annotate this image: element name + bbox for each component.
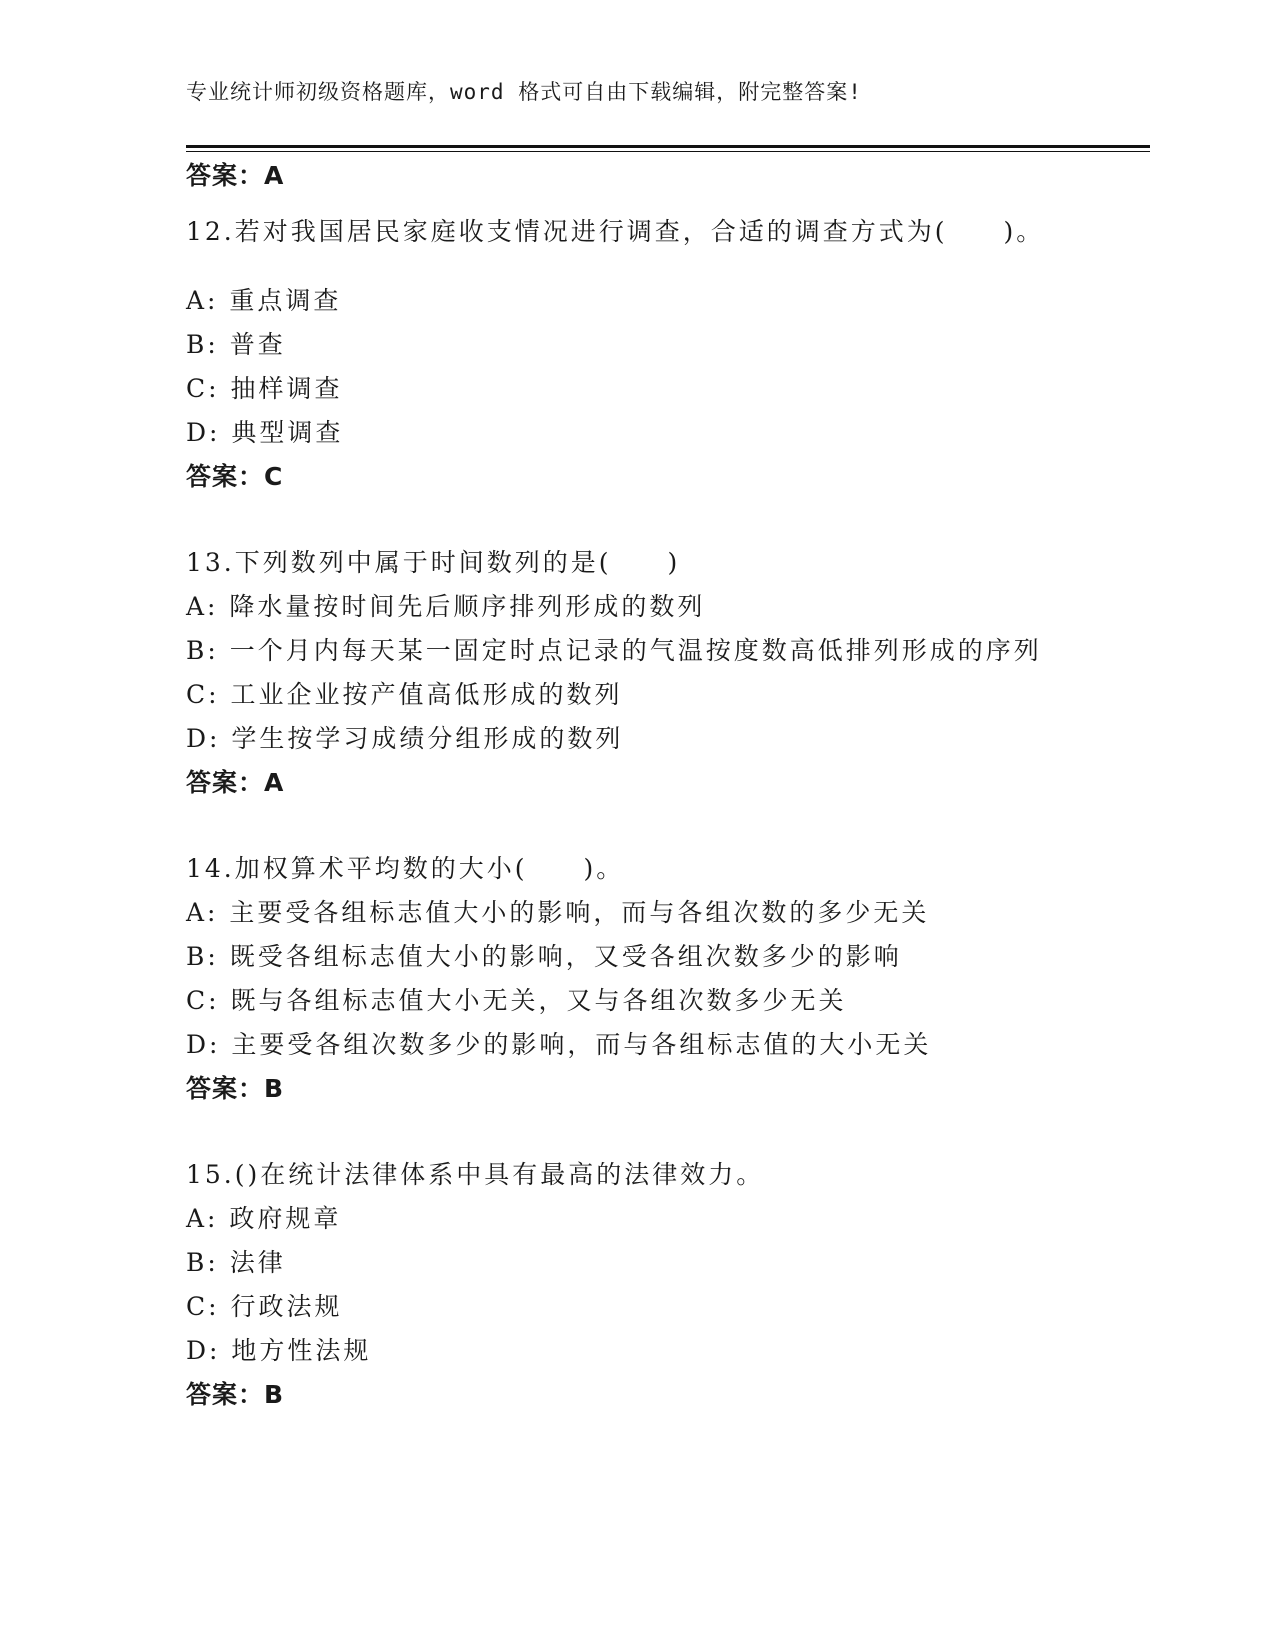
option-line: D: 学生按学习成绩分组形成的数列: [186, 724, 624, 753]
page-header: 专业统计师初级资格题库，word 格式可自由下载编辑，附完整答案!: [186, 80, 862, 104]
header-rule-thick: [186, 145, 1150, 148]
option-line: C: 既与各组标志值大小无关，又与各组次数多少无关: [186, 986, 847, 1015]
option-line: A: 降水量按时间先后顺序排列形成的数列: [186, 592, 706, 621]
option-line: B: 普查: [186, 330, 286, 359]
question-text: 15.()在统计法律体系中具有最高的法律效力。: [186, 1160, 765, 1189]
question-text: 13.下列数列中属于时间数列的是( ): [186, 548, 681, 577]
answer-line: 答案：A: [186, 161, 285, 190]
question-text: 12.若对我国居民家庭收支情况进行调查，合适的调查方式为( )。: [186, 217, 1045, 246]
option-line: D: 典型调查: [186, 418, 344, 447]
option-line: A: 重点调查: [186, 286, 342, 315]
option-line: B: 法律: [186, 1248, 286, 1277]
option-line: D: 主要受各组次数多少的影响，而与各组标志值的大小无关: [186, 1030, 932, 1059]
option-line: C: 工业企业按产值高低形成的数列: [186, 680, 623, 709]
header-rule-thin: [186, 151, 1150, 152]
option-line: A: 政府规章: [186, 1204, 342, 1233]
answer-line: 答案：B: [186, 1380, 285, 1409]
option-line: B: 既受各组标志值大小的影响，又受各组次数多少的影响: [186, 942, 902, 971]
option-line: A: 主要受各组标志值大小的影响，而与各组次数的多少无关: [186, 898, 930, 927]
option-line: B: 一个月内每天某一固定时点记录的气温按度数高低排列形成的序列: [186, 636, 1042, 665]
option-line: C: 行政法规: [186, 1292, 343, 1321]
answer-line: 答案：A: [186, 768, 285, 797]
answer-line: 答案：C: [186, 462, 284, 491]
option-line: D: 地方性法规: [186, 1336, 372, 1365]
question-text: 14.加权算术平均数的大小( )。: [186, 854, 625, 883]
option-line: C: 抽样调查: [186, 374, 343, 403]
answer-line: 答案：B: [186, 1074, 285, 1103]
